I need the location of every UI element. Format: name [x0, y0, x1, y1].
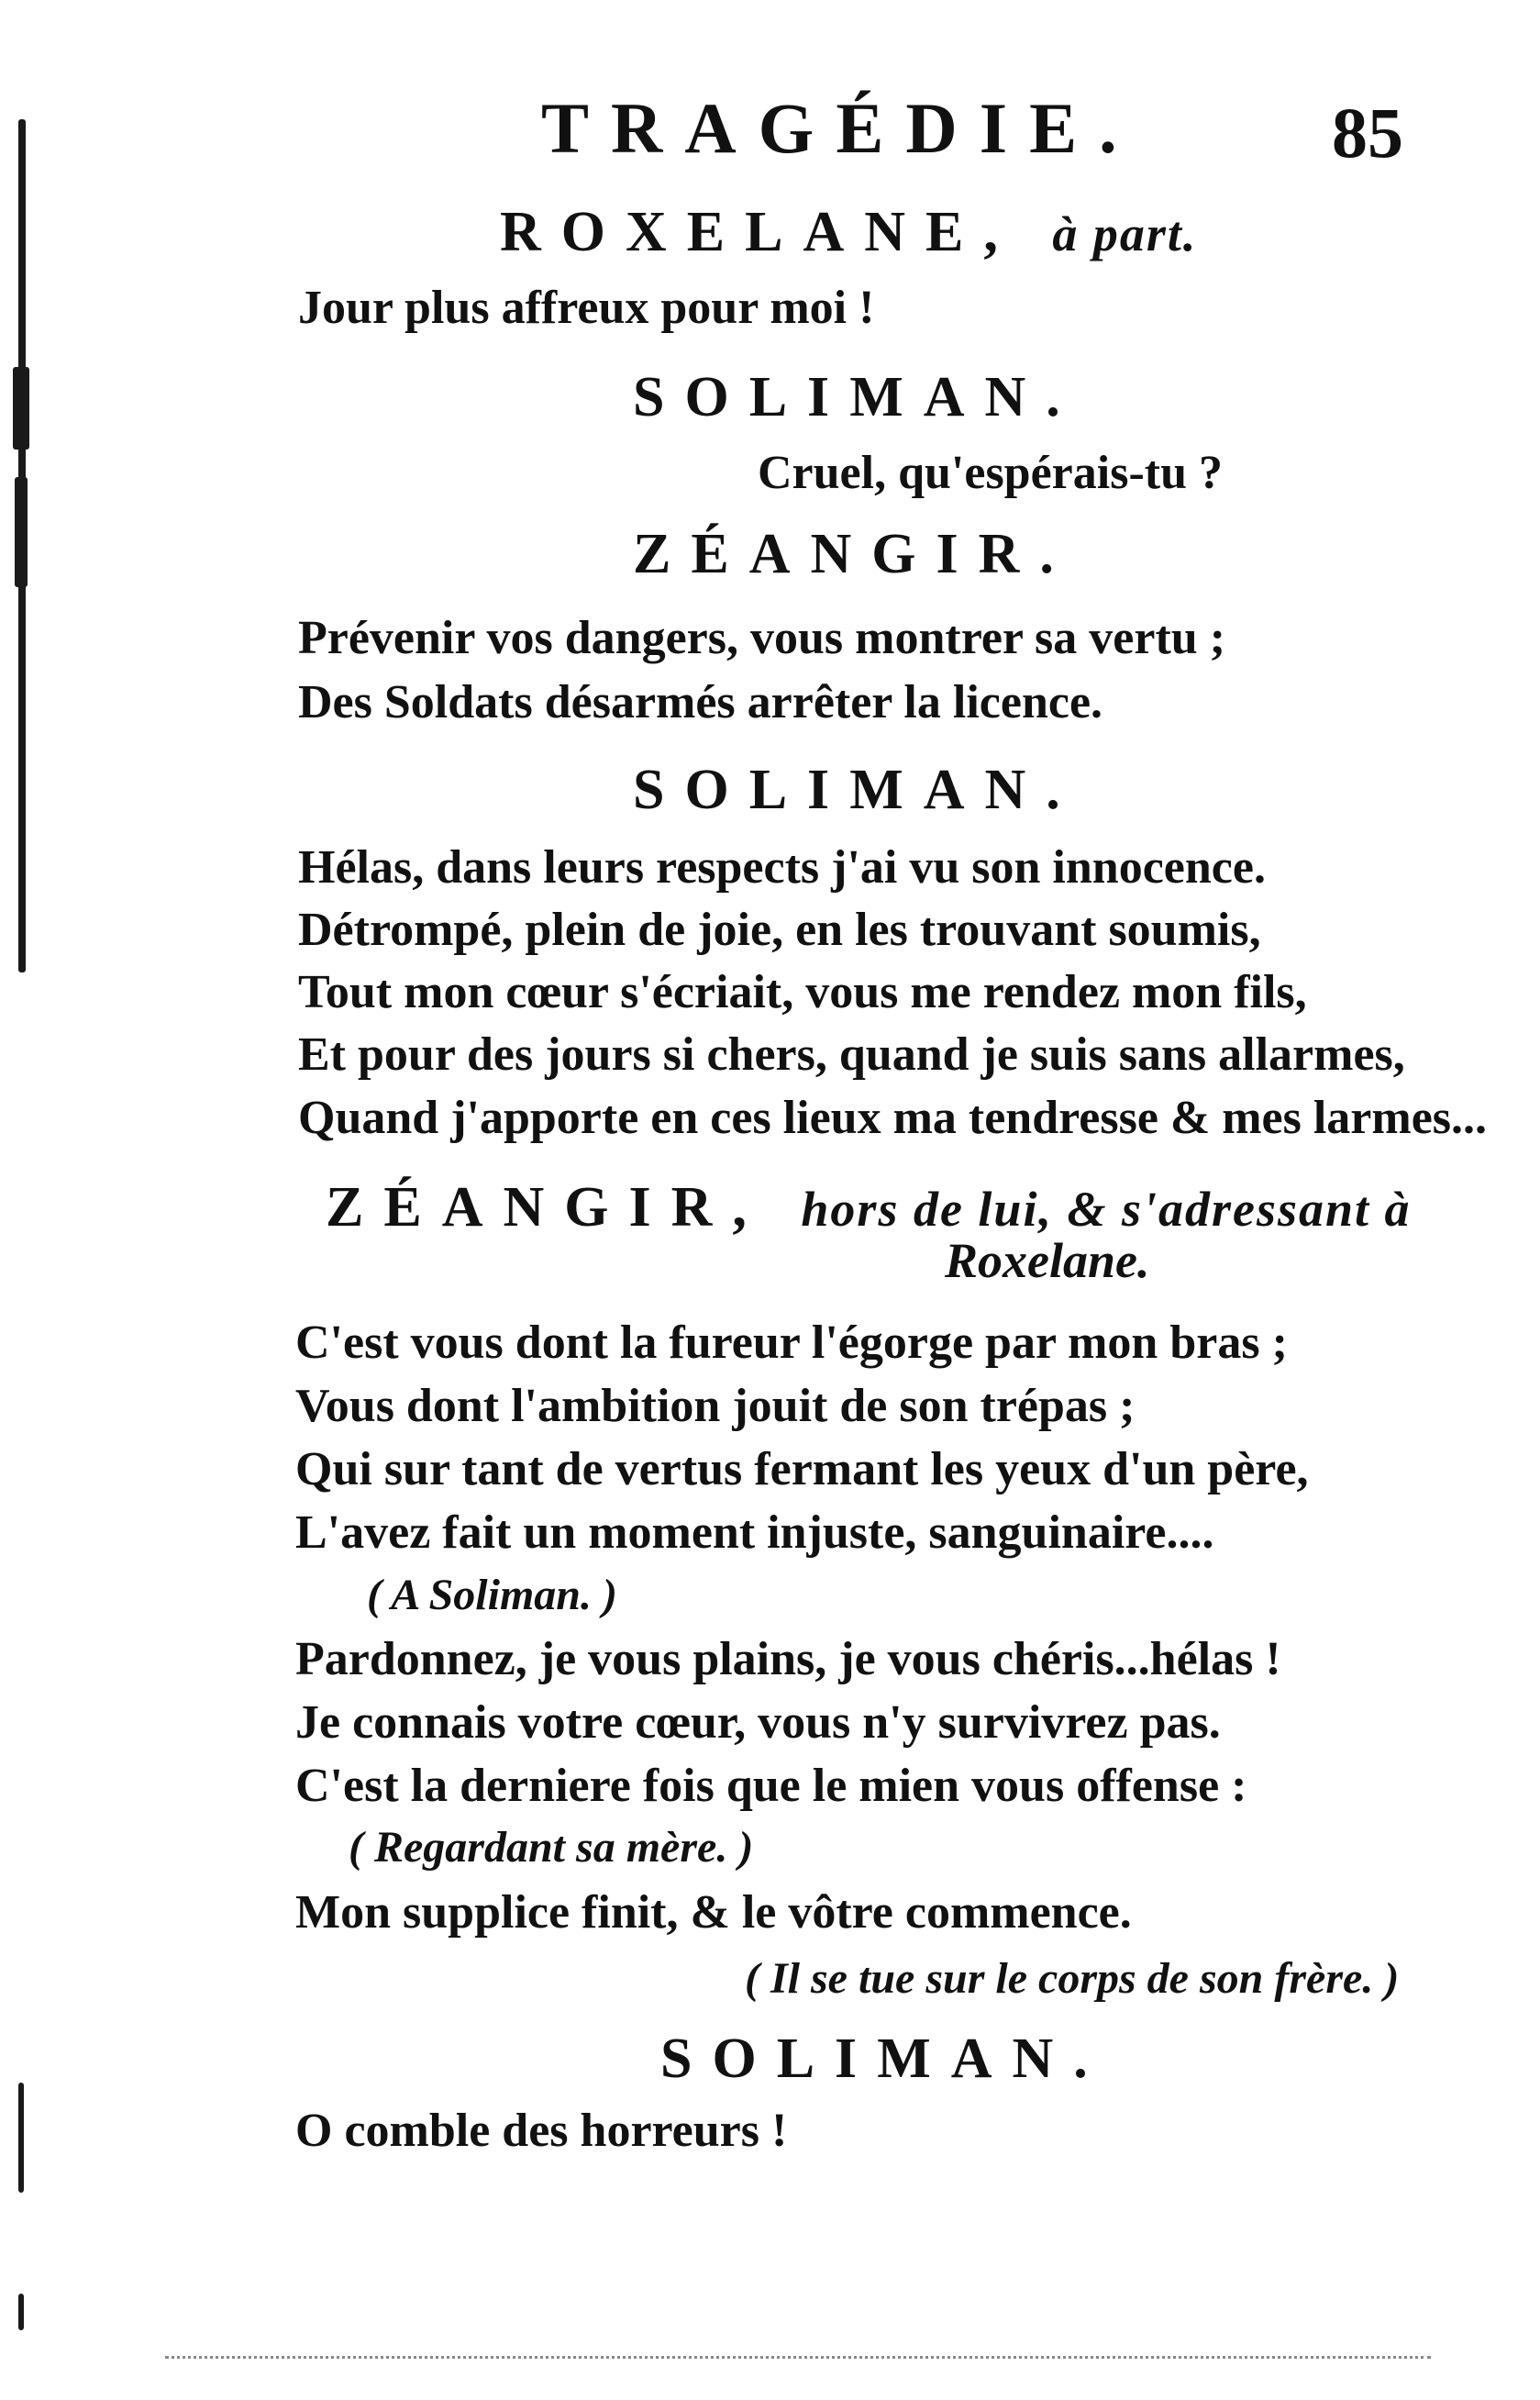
verse-line: Détrompé, plein de joie, en les trouvant soumis, — [298, 904, 1261, 956]
left-margin-tick — [18, 2294, 24, 2330]
verse-line: Hélas, dans leurs respects j'ai vu son innocence. — [298, 841, 1266, 894]
speaker-heading: SOLIMAN. — [660, 2028, 1108, 2090]
speaker-heading: ZÉANGIR. — [633, 523, 1074, 585]
stage-direction-continued: Roxelane. — [945, 1233, 1150, 1288]
verse-line: Et pour des jours si chers, quand je suis sans allarmes, — [298, 1028, 1405, 1081]
verse-line: O comble des horreurs ! — [295, 2105, 788, 2157]
verse-line: Jour plus affreux pour moi ! — [298, 282, 875, 334]
verse-line: Prévenir vos dangers, vous montrer sa vertu ; — [298, 612, 1226, 664]
page-number: 85 — [1332, 93, 1403, 172]
verse-line: Pardonnez, je vous plains, je vous chéris...hélas ! — [295, 1633, 1281, 1685]
speaker-heading: SOLIMAN. — [633, 759, 1080, 821]
verse-line: L'avez fait un moment injuste, sanguinaire.... — [295, 1506, 1214, 1559]
stage-direction: ( Regardant sa mère. ) — [349, 1823, 754, 1872]
left-margin-mark — [13, 367, 29, 450]
verse-line: Qui sur tant de vertus fermant les yeux d'un père, — [295, 1443, 1309, 1495]
verse-line: Vous dont l'ambition jouit de son trépas ; — [295, 1380, 1136, 1432]
verse-line: C'est vous dont la fureur l'égorge par mon bras ; — [295, 1317, 1288, 1369]
speaker-heading — [500, 201, 1198, 263]
speaker-heading — [326, 1176, 1412, 1239]
verse-line: Quand j'apporte en ces lieux ma tendresse & mes larmes... — [298, 1092, 1488, 1144]
left-margin-tick — [18, 2083, 24, 2193]
verse-line: Des Soldats désarmés arrêter la licence. — [298, 676, 1103, 728]
verse-line: Cruel, qu'espérais-tu ? — [758, 447, 1223, 499]
stage-direction: ( A Soliman. ) — [367, 1571, 617, 1619]
verse-line: Je connais votre cœur, vous n'y survivrez pas. — [295, 1696, 1221, 1749]
bottom-dotted-rule — [165, 2356, 1431, 2359]
verse-line: C'est la derniere fois que le mien vous offense : — [295, 1760, 1247, 1812]
running-title: TRAGÉDIE. — [541, 88, 1139, 168]
verse-line: Mon supplice finit, & le vôtre commence. — [295, 1886, 1132, 1939]
left-margin-mark — [15, 477, 28, 587]
stage-direction: à part. — [1052, 206, 1198, 261]
speaker-name: ROXELANE, — [500, 201, 1018, 263]
stage-direction: hors de lui, & s'adressant à — [801, 1182, 1412, 1237]
stage-direction: ( Il se tue sur le corps de son frère. ) — [745, 1954, 1400, 2003]
verse-line: Tout mon cœur s'écriait, vous me rendez mon fils, — [298, 966, 1307, 1018]
speaker-name: ZÉANGIR, — [326, 1176, 767, 1239]
speaker-heading: SOLIMAN. — [633, 366, 1080, 428]
